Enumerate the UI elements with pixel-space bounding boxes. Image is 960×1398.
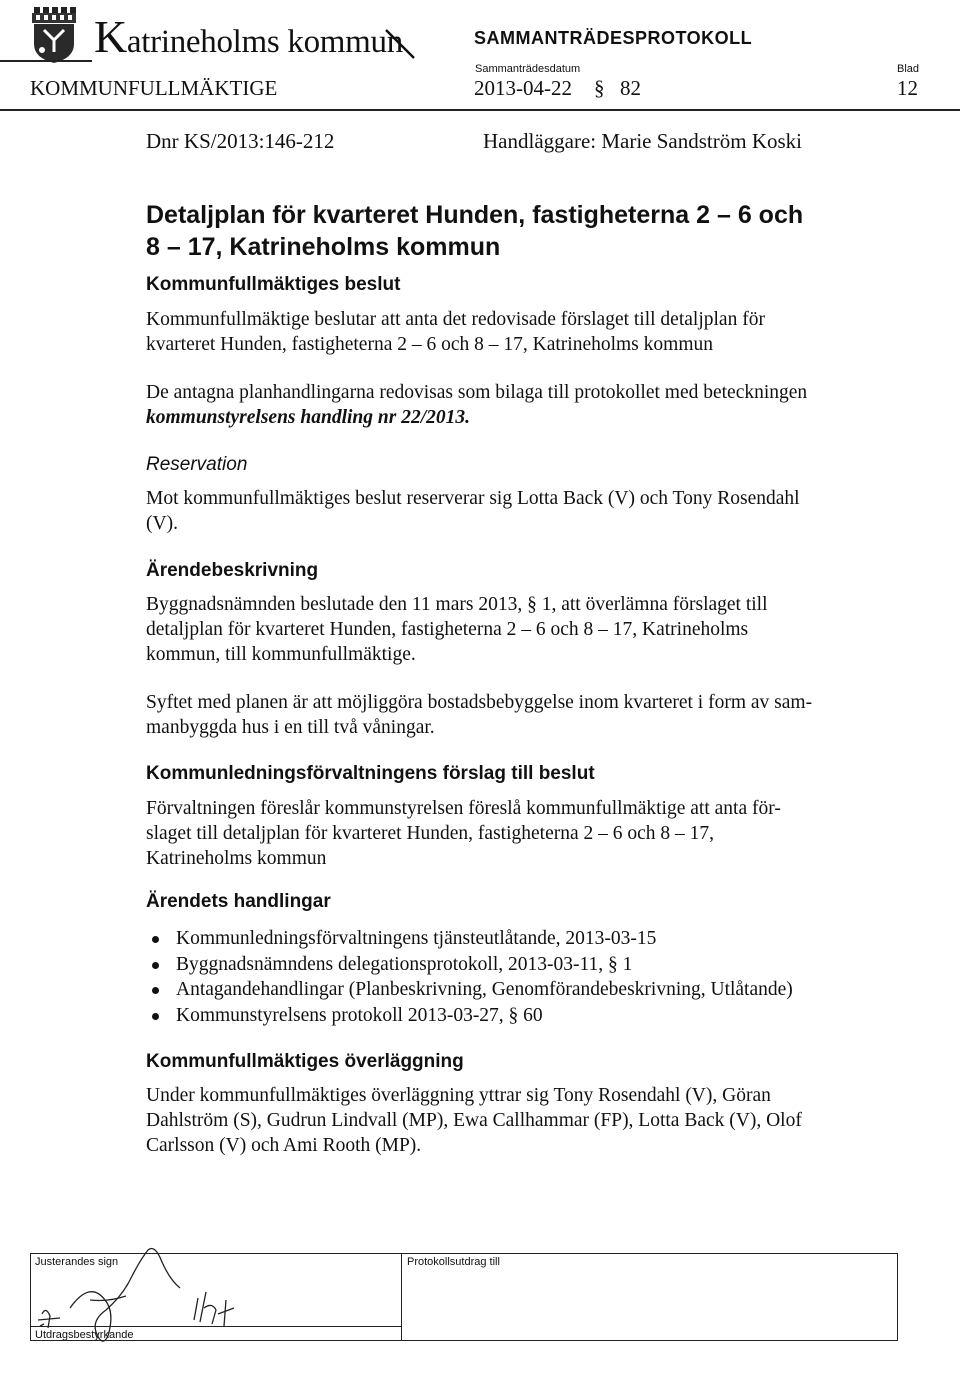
handwritten-signatures: [30, 1240, 402, 1350]
reservation-text: [146, 486, 846, 536]
meeting-date: 2013-04-22: [474, 76, 572, 100]
bullet-icon: [152, 962, 159, 969]
header-slash-mark: [384, 28, 418, 60]
deliberation-text-line-1: Under kommunfullmäktiges överläggning yttrar sig Tony Rosendahl (V), Göran: [146, 1085, 771, 1106]
decision-heading: Kommunfullmäktiges beslut: [146, 274, 401, 295]
attachment-text-line-1: De antagna planhandlingarna redovisas som bilaga till protokollet med beteckningen: [146, 382, 808, 403]
document-item-4: Kommunstyrelsens protokoll 2013-03-27, § 60: [176, 1004, 543, 1026]
bullet-icon: [152, 1013, 159, 1020]
municipal-crest-logo: [30, 6, 78, 64]
description-p2-line-1: Syftet med planen är att möjliggöra bostadsbebyggelse inom kvarteret i form av sam-: [146, 692, 813, 713]
page-number: 12: [897, 76, 918, 100]
adjusters-signature-label: Justerandes sign: [35, 1256, 119, 1268]
decision-text: [146, 307, 846, 357]
deliberation-text: [146, 1083, 846, 1158]
paragraph-sign: §: [594, 76, 605, 100]
description-paragraph-1: [146, 592, 846, 667]
deliberation-heading: Kommunfullmäktiges överläggning: [146, 1051, 464, 1072]
municipality-initial: K: [94, 11, 127, 62]
extract-recipients-label: Protokollsutdrag till: [407, 1256, 500, 1268]
description-p1-line-1: Byggnadsnämnden beslutade den 11 mars 2013, § 1, att överlämna förslaget till: [146, 594, 768, 615]
paragraph-number: 82: [620, 76, 641, 100]
documents-heading: Ärendets handlingar: [146, 891, 331, 912]
document-item-1: Kommunledningsförvaltningens tjänsteutlåtande, 2013-03-15: [176, 928, 657, 949]
proposal-text: [146, 796, 846, 871]
reservation-text-line-2: (V).: [146, 513, 178, 534]
municipality-name-rest: atrineholms kommun: [126, 24, 403, 60]
municipality-name: [94, 11, 403, 62]
decision-text-line-2: kvarteret Hunden, fastigheterna 2 – 6 och 8 – 17, Katrineholms kommun: [146, 334, 713, 355]
protocol-type: SAMMANTRÄDESPROTOKOLL: [474, 28, 753, 48]
document-item-3: Antagandehandlingar (Planbeskrivning, Genomförandebeskrivning, Utlåtande): [176, 979, 793, 1000]
document-title-line-1: Detaljplan för kvarteret Hunden, fastigheterna 2 – 6 och: [146, 201, 804, 229]
deliberation-text-line-2: Dahlström (S), Gudrun Lindvall (MP), Ewa Callhammar (FP), Lotta Back (V), Olof: [146, 1110, 802, 1131]
decision-text-line-1: Kommunfullmäktige beslutar att anta det redovisade förslaget till detaljplan för: [146, 309, 765, 330]
header-divider: [0, 109, 960, 111]
meeting-date-label: Sammanträdesdatum: [475, 63, 581, 75]
case-handler: Handläggare: Marie Sandström Koski: [483, 129, 803, 153]
header-title-underline: [0, 60, 92, 62]
document-item-2: Byggnadsnämndens delegationsprotokoll, 2013-03-11, § 1: [176, 953, 633, 975]
attachment-text: [146, 380, 846, 430]
proposal-text-line-3: Katrineholms kommun: [146, 848, 327, 869]
documents-list: [146, 926, 866, 1028]
list-item: [146, 1003, 866, 1029]
bullet-icon: [152, 987, 159, 994]
deliberation-text-line-3: Carlsson (V) och Ami Rooth (MP).: [146, 1135, 422, 1156]
page-label: Blad: [897, 63, 920, 75]
document-title-line-2: 8 – 17, Katrineholms kommun: [146, 233, 501, 261]
case-number: Dnr KS/2013:146-212: [146, 129, 335, 153]
list-item: [146, 977, 866, 1003]
attachment-reference: kommunstyrelsens handling nr 22/2013.: [146, 407, 470, 428]
list-item: [146, 926, 866, 952]
description-paragraph-2: [146, 690, 846, 740]
proposal-text-line-2: slaget till detaljplan för kvarteret Hunden, fastigheterna 2 – 6 och 8 – 17,: [146, 823, 715, 844]
description-heading: Ärendebeskrivning: [146, 560, 319, 581]
description-p1-line-2: detaljplan för kvarteret Hunden, fastigheterna 2 – 6 och 8 – 17, Katrineholms: [146, 619, 749, 640]
extract-certification-label: Utdragsbestyrkande: [35, 1329, 134, 1341]
description-p2-line-2: manbyggda hus i en till två våningar.: [146, 717, 435, 738]
reservation-heading: Reservation: [146, 454, 248, 475]
list-item: [146, 952, 866, 978]
proposal-heading: Kommunledningsförvaltningens förslag till beslut: [146, 763, 595, 784]
body-name: KOMMUNFULLMÄKTIGE: [30, 76, 278, 100]
description-p1-line-3: kommun, till kommunfullmäktige.: [146, 644, 416, 665]
reservation-text-line-1: Mot kommunfullmäktiges beslut reserverar sig Lotta Back (V) och Tony Rosendahl: [146, 488, 800, 509]
proposal-text-line-1: Förvaltningen föreslår kommunstyrelsen föreslå kommunfullmäktige att anta för-: [146, 798, 781, 819]
bullet-icon: [152, 936, 159, 943]
